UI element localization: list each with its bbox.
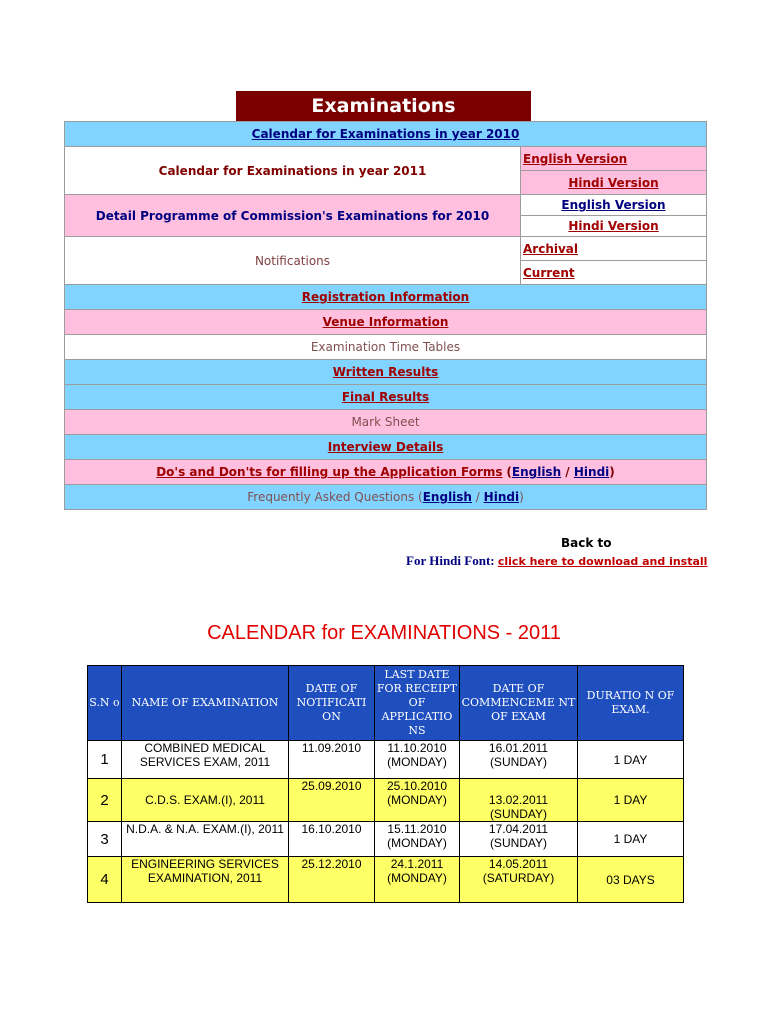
- interview-details-link[interactable]: Interview Details: [327, 440, 444, 454]
- mark-sheet-label: Mark Sheet: [351, 415, 420, 429]
- cell-commence-day: (SUNDAY): [489, 755, 548, 769]
- table-row: [88, 779, 684, 822]
- header-duration: DURATIO N OF EXAM.: [578, 666, 684, 741]
- calendar-2011-label: Calendar for Examinations in year 2011: [65, 147, 521, 195]
- cell-commence-day: (SUNDAY): [489, 836, 548, 850]
- cell-exam-name: C.D.S. EXAM.(I), 2011: [122, 779, 289, 822]
- header-last-date: LAST DATE FOR RECEIPT OF APPLICATIO NS: [375, 666, 460, 741]
- registration-information-link[interactable]: Registration Information: [301, 290, 470, 304]
- menu-row-calendar-2011: [65, 147, 707, 171]
- faq-open: (: [418, 490, 423, 504]
- dos-donts-separator: /: [561, 465, 574, 479]
- cell-last-date: 25.10.2010: [386, 779, 448, 793]
- faq-close: ): [519, 490, 524, 504]
- cell-sno: 3: [88, 822, 122, 857]
- header-sno: S.N o: [88, 666, 122, 741]
- table-row: [88, 741, 684, 779]
- faq-english-link[interactable]: English: [422, 490, 472, 504]
- cell-exam-name: N.D.A. & N.A. EXAM.(I), 2011: [122, 822, 289, 857]
- table-row: [88, 857, 684, 903]
- cell-commence-day: (SUNDAY): [489, 807, 548, 821]
- calendar-table: [87, 665, 684, 903]
- cell-sno: 2: [88, 779, 122, 822]
- calendar-title: CALENDAR for EXAMINATIONS - 2011: [207, 622, 561, 644]
- cell-notification: 11.09.2010: [289, 741, 375, 779]
- calendar-2010-link[interactable]: Calendar for Examinations in year 2010: [251, 127, 520, 141]
- detail-programme-hindi-link[interactable]: Hindi Version: [568, 219, 659, 233]
- cell-duration: 1 DAY: [578, 822, 684, 857]
- page-title: Examinations: [236, 91, 531, 121]
- notifications-archival-link[interactable]: Archival: [523, 241, 579, 256]
- examinations-menu: [64, 121, 707, 510]
- header-commencement: DATE OF COMMENCEME NT OF EXAM: [460, 666, 578, 741]
- calendar-header-row: [88, 666, 684, 741]
- faq-separator: /: [471, 490, 484, 504]
- detail-programme-label: Detail Programme of Commission's Examinations for 2010: [65, 195, 521, 237]
- dos-donts-open: (: [506, 465, 512, 479]
- notifications-current-link[interactable]: Current: [523, 265, 575, 280]
- cell-duration: 1 DAY: [578, 779, 684, 822]
- header-notification: DATE OF NOTIFICATI ON: [289, 666, 375, 741]
- dos-donts-english-link[interactable]: English: [511, 465, 562, 479]
- faq-hindi-link[interactable]: Hindi: [483, 490, 520, 504]
- menu-row-notifications: [65, 237, 707, 261]
- examination-time-tables-label: Examination Time Tables: [310, 340, 461, 354]
- dos-donts-close: ): [609, 465, 615, 479]
- cell-duration: 03 DAYS: [578, 857, 684, 903]
- calendar-2011-english-link[interactable]: English Version: [523, 151, 628, 166]
- cell-commence-day: (SATURDAY): [482, 871, 555, 885]
- faq-label: Frequently Asked Questions: [247, 490, 415, 504]
- cell-sno: 1: [88, 741, 122, 779]
- hindi-font-notice: [406, 553, 707, 569]
- cell-commence-date: 16.01.2011: [488, 741, 549, 755]
- hindi-font-label: For Hindi Font:: [406, 553, 495, 568]
- dos-donts-hindi-link[interactable]: Hindi: [573, 465, 610, 479]
- cell-last-day: (MONDAY): [387, 793, 447, 807]
- cell-last-day: (MONDAY): [387, 755, 447, 769]
- notifications-label: Notifications: [65, 237, 521, 285]
- header-name: NAME OF EXAMINATION: [122, 666, 289, 741]
- cell-commence-date: 17.04.2011: [488, 822, 549, 836]
- hindi-font-download-link[interactable]: click here to download and install: [497, 555, 708, 568]
- cell-commence-date: 13.02.2011: [488, 793, 549, 807]
- final-results-link[interactable]: Final Results: [341, 390, 430, 404]
- table-row: [88, 822, 684, 857]
- cell-sno: 4: [88, 857, 122, 903]
- menu-row-detail-programme: [65, 195, 707, 216]
- calendar-2011-hindi-link[interactable]: Hindi Version: [568, 175, 659, 190]
- cell-notification: 25.09.2010: [289, 779, 375, 822]
- cell-exam-name: COMBINED MEDICAL SERVICES EXAM, 2011: [122, 741, 289, 779]
- cell-notification: 16.10.2010: [289, 822, 375, 857]
- cell-notification: 25.12.2010: [289, 857, 375, 903]
- cell-last-day: (MONDAY): [387, 836, 447, 850]
- cell-last-date: 24.1.2011: [390, 857, 444, 871]
- dos-donts-link[interactable]: Do's and Don'ts for filling up the Application Forms: [156, 465, 503, 479]
- menu-row-calendar-2010: [65, 122, 707, 147]
- detail-programme-english-link[interactable]: English Version: [561, 198, 666, 212]
- venue-information-link[interactable]: Venue Information: [322, 315, 449, 329]
- cell-duration: 1 DAY: [578, 741, 684, 779]
- cell-last-date: 11.10.2010: [387, 741, 447, 755]
- cell-last-date: 15.11.2010: [387, 822, 447, 836]
- cell-exam-name: ENGINEERING SERVICES EXAMINATION, 2011: [122, 857, 289, 903]
- cell-last-day: (MONDAY): [387, 871, 447, 885]
- back-to-text: Back to: [561, 536, 612, 550]
- written-results-link[interactable]: Written Results: [332, 365, 439, 379]
- cell-commence-date: 14.05.2011: [488, 857, 549, 871]
